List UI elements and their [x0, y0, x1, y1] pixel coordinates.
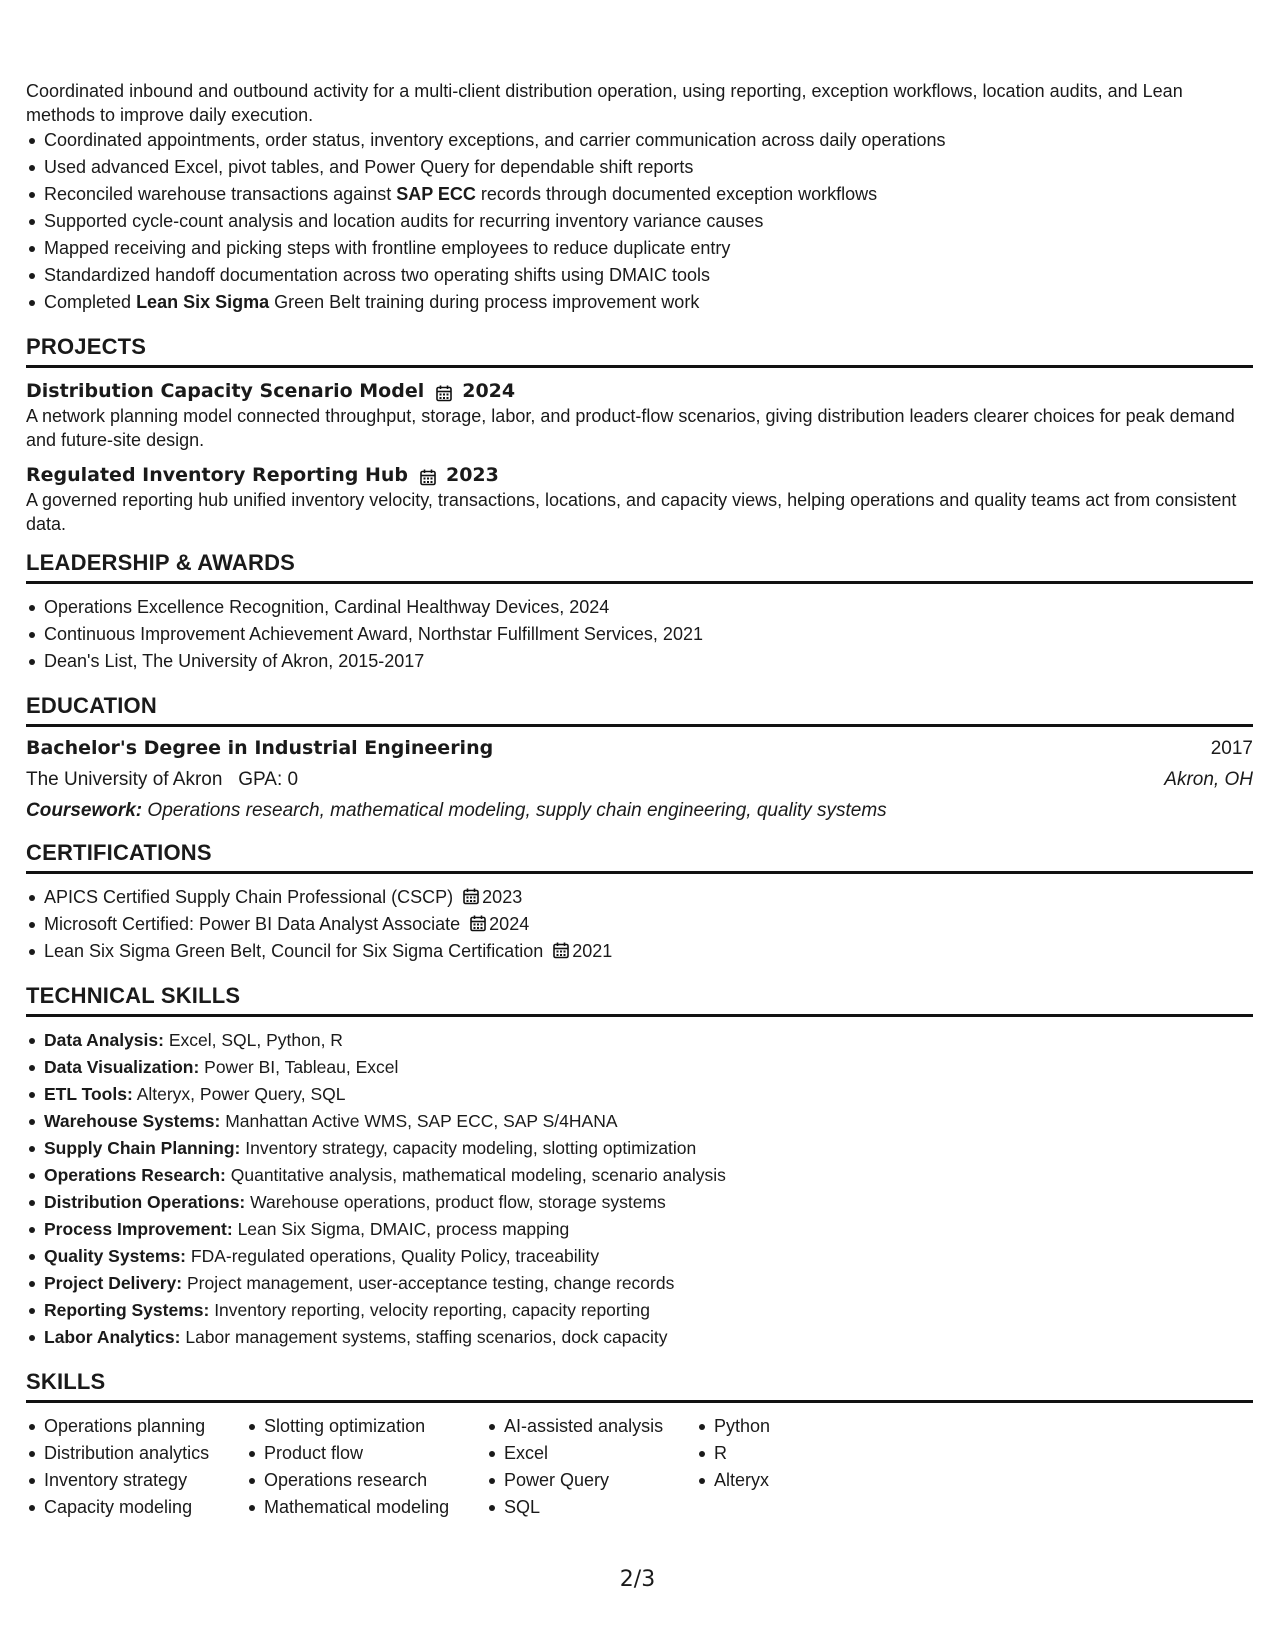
bullet-emphasis: Lean Six Sigma [136, 292, 270, 312]
project-title: Distribution Capacity Scenario Model [26, 380, 425, 402]
skill-item: Alteryx [696, 1467, 816, 1494]
bullet-text: Used advanced Excel, pivot tables, and Power Query for dependable shift reports [44, 157, 694, 177]
certification-year: 2024 [489, 914, 530, 934]
coursework [26, 795, 1253, 826]
technical-skill-item [26, 1270, 1253, 1297]
skill-category: Data Analysis: [44, 1030, 164, 1050]
project-title-row [26, 462, 1253, 488]
technical-skill-item [26, 1135, 1253, 1162]
experience-bullet [26, 262, 1253, 289]
calendar-icon [420, 467, 436, 484]
skill-values: Inventory reporting, velocity reporting, capacity reporting [214, 1300, 650, 1320]
projects-list [26, 378, 1253, 536]
certification-date [553, 941, 612, 961]
calendar-icon [470, 913, 486, 930]
coursework-label: Coursework: [26, 800, 143, 821]
award-item: Operations Excellence Recognition, Cardinal Healthway Devices, 2024 [26, 594, 1253, 621]
bullet-text: Reconciled warehouse transactions against [44, 184, 397, 204]
skill-values: Excel, SQL, Python, R [168, 1030, 343, 1050]
skill-category: Data Visualization: [44, 1057, 200, 1077]
bullet-text: Standardized handoff documentation across two operating shifts using DMAIC tools [44, 265, 711, 285]
skills-column [246, 1413, 486, 1521]
calendar-icon [463, 886, 479, 903]
bullet-text: Completed [44, 292, 137, 312]
skills-heading: SKILLS [26, 1369, 1253, 1403]
certification-item [26, 911, 1253, 938]
skill-category: Process Improvement: [44, 1219, 233, 1239]
bullet-text-tail: Green Belt training during process improvement work [269, 292, 700, 312]
certifications-list [26, 884, 1253, 965]
skill-item: Product flow [246, 1440, 486, 1467]
bullet-emphasis: SAP ECC [396, 184, 476, 204]
project-description: A network planning model connected throughput, storage, labor, and product-flow scenarios, giving distribution leaders clearer choices for peak demand and future-site design. [26, 406, 1235, 450]
project-title-row [26, 378, 1253, 404]
leadership-heading: LEADERSHIP & AWARDS [26, 550, 1253, 584]
leadership-list [26, 594, 1253, 675]
skill-values: Manhattan Active WMS, SAP ECC, SAP S/4HANA [225, 1111, 618, 1131]
skill-values: Alteryx, Power Query, SQL [136, 1084, 346, 1104]
project-title: Regulated Inventory Reporting Hub [26, 464, 408, 486]
skill-item: Mathematical modeling [246, 1494, 486, 1521]
certification-item [26, 884, 1253, 911]
school-location: Akron, OH [1164, 769, 1253, 790]
skills-columns [26, 1413, 1253, 1521]
skill-item: Distribution analytics [26, 1440, 246, 1467]
technical-skill-item [26, 1027, 1253, 1054]
gpa: GPA: 0 [238, 769, 299, 790]
education-heading: EDUCATION [26, 693, 1253, 727]
technical-skill-item [26, 1243, 1253, 1270]
skill-category: Supply Chain Planning: [44, 1138, 241, 1158]
skill-category: Quality Systems: [44, 1246, 186, 1266]
skill-category: Distribution Operations: [44, 1192, 246, 1212]
skill-category: ETL Tools: [44, 1084, 133, 1104]
skill-item: Python [696, 1413, 816, 1440]
skill-item: SQL [486, 1494, 696, 1521]
skill-category: Operations Research: [44, 1165, 226, 1185]
certification-year: 2023 [482, 887, 523, 907]
experience-bullet [26, 235, 1253, 262]
skill-values: FDA-regulated operations, Quality Policy, traceability [190, 1246, 600, 1266]
technical-skill-item [26, 1108, 1253, 1135]
degree: Bachelor's Degree in Industrial Engineering [26, 737, 494, 759]
technical-skill-item [26, 1324, 1253, 1351]
skill-item: Operations planning [26, 1413, 246, 1440]
calendar-icon [436, 383, 452, 400]
certification-date [463, 887, 522, 907]
bullet-text: Coordinated appointments, order status, inventory exceptions, and carrier communication across daily operations [44, 130, 946, 150]
resume-page [26, 79, 1253, 1521]
skill-item: Operations research [246, 1467, 486, 1494]
technical-skill-item [26, 1162, 1253, 1189]
technical-skills-heading: TECHNICAL SKILLS [26, 983, 1253, 1017]
experience-bullet [26, 208, 1253, 235]
experience-bullet [26, 127, 1253, 154]
certification-item [26, 938, 1253, 965]
project-year: 2023 [445, 464, 499, 486]
skill-item: R [696, 1440, 816, 1467]
skill-values: Warehouse operations, product flow, storage systems [250, 1192, 666, 1212]
award-item: Dean's List, The University of Akron, 2015-2017 [26, 648, 1253, 675]
project-year: 2024 [462, 380, 516, 402]
certification-name: Microsoft Certified: Power BI Data Analyst Associate [44, 914, 461, 934]
skill-category: Warehouse Systems: [44, 1111, 221, 1131]
technical-skills-list [26, 1027, 1253, 1351]
skill-item: Inventory strategy [26, 1467, 246, 1494]
project-description: A governed reporting hub unified inventory velocity, transactions, locations, and capacity views, helping operations and quality teams act from consistent data. [26, 490, 1237, 534]
technical-skill-item [26, 1297, 1253, 1324]
certification-year: 2021 [572, 941, 613, 961]
technical-skill-item [26, 1054, 1253, 1081]
bullet-text: Supported cycle-count analysis and location audits for recurring inventory variance causes [44, 211, 764, 231]
skill-values: Power BI, Tableau, Excel [204, 1057, 399, 1077]
experience-bullets [26, 127, 1253, 316]
technical-skill-item [26, 1189, 1253, 1216]
coursework-text: Operations research, mathematical modeling, supply chain engineering, quality systems [147, 800, 887, 821]
certification-name: Lean Six Sigma Green Belt, Council for Six Sigma Certification [44, 941, 544, 961]
skill-values: Inventory strategy, capacity modeling, slotting optimization [245, 1138, 697, 1158]
experience-bullet [26, 289, 1253, 316]
technical-skill-item [26, 1081, 1253, 1108]
school-name: The University of Akron [26, 769, 223, 790]
skill-category: Project Delivery: [44, 1273, 183, 1293]
skill-item: AI-assisted analysis [486, 1413, 696, 1440]
page-number: 2/3 [619, 1567, 656, 1592]
skill-item: Excel [486, 1440, 696, 1467]
skill-values: Project management, user-acceptance testing, change records [187, 1273, 675, 1293]
bullet-text-tail: records through documented exception workflows [475, 184, 878, 204]
skill-values: Lean Six Sigma, DMAIC, process mapping [237, 1219, 570, 1239]
calendar-icon [553, 940, 569, 957]
experience-bullet [26, 181, 1253, 208]
experience-bullet [26, 154, 1253, 181]
award-item: Continuous Improvement Achievement Award, Northstar Fulfillment Services, 2021 [26, 621, 1253, 648]
skill-values: Quantitative analysis, mathematical modeling, scenario analysis [230, 1165, 726, 1185]
projects-heading: PROJECTS [26, 334, 1253, 368]
graduation-year: 2017 [1210, 738, 1253, 759]
skill-item: Capacity modeling [26, 1494, 246, 1521]
skills-column [486, 1413, 696, 1521]
education-entry [26, 733, 1253, 826]
skill-category: Reporting Systems: [44, 1300, 210, 1320]
skill-item: Power Query [486, 1467, 696, 1494]
technical-skill-item [26, 1216, 1253, 1243]
certification-name: APICS Certified Supply Chain Professional (CSCP) [44, 887, 454, 907]
bullet-text: Mapped receiving and picking steps with frontline employees to reduce duplicate entry [44, 238, 731, 258]
skills-column [26, 1413, 246, 1521]
skill-values: Labor management systems, staffing scenarios, dock capacity [185, 1327, 668, 1347]
certification-date [470, 914, 529, 934]
skill-category: Labor Analytics: [44, 1327, 181, 1347]
experience-summary: Coordinated inbound and outbound activity for a multi-client distribution operation, using reporting, exception workflows, location audits, and Lean methods to improve daily execution. [26, 81, 1183, 125]
certifications-heading: CERTIFICATIONS [26, 840, 1253, 874]
skill-item: Slotting optimization [246, 1413, 486, 1440]
skills-column [696, 1413, 816, 1521]
